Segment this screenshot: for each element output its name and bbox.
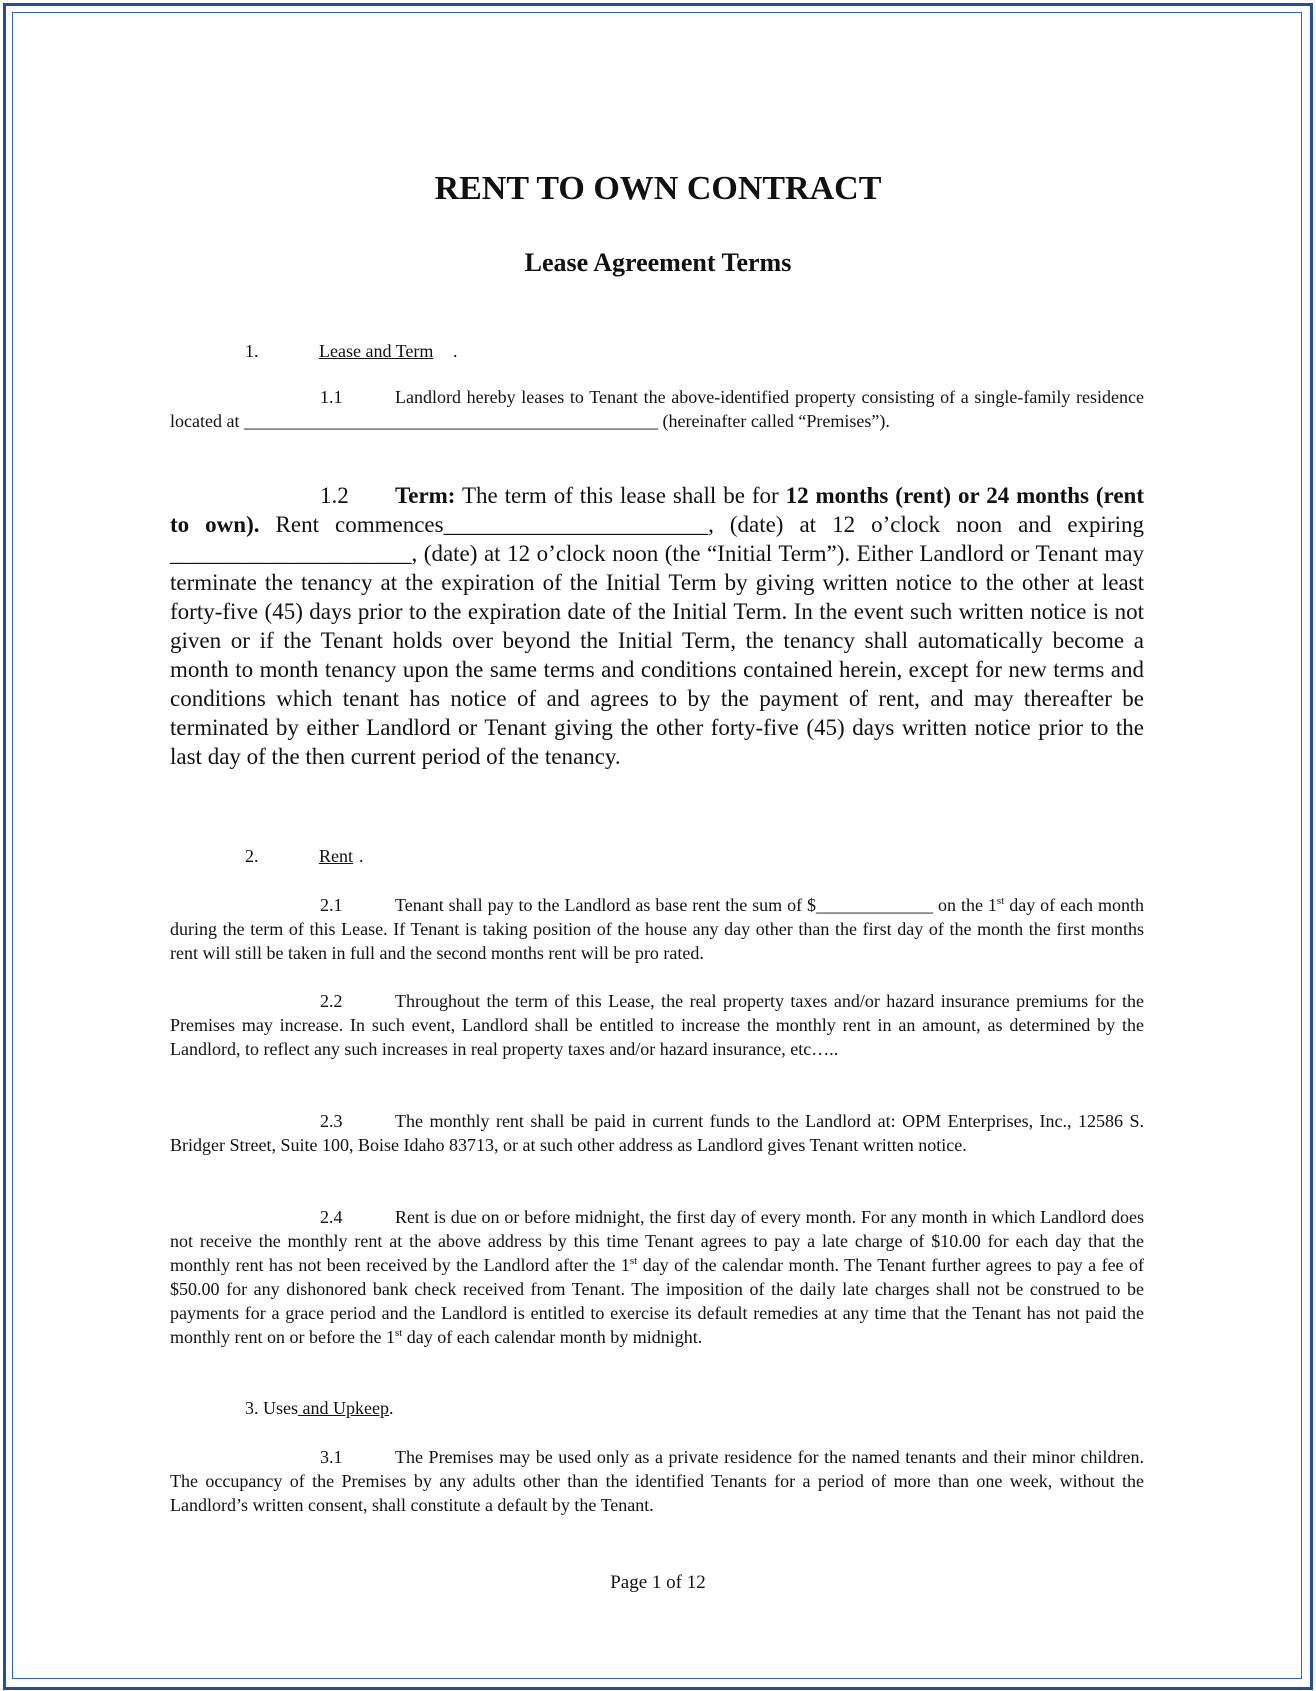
paragraph-3-1	[170, 1445, 1144, 1517]
term-durations: 12 months (rent) or 24 months (rent to own).	[170, 483, 1144, 537]
ordinal-suffix: st	[996, 895, 1005, 907]
ordinal-suffix: st	[394, 1327, 403, 1339]
paragraph-number: 2.3	[320, 1111, 343, 1131]
paragraph-text: on the 1	[938, 895, 997, 915]
rent-amount-blank: _____________	[816, 895, 934, 915]
address-blank: ______________________________________________	[243, 411, 658, 431]
section-punct: .	[453, 341, 458, 361]
document-subtitle: Lease Agreement Terms	[524, 248, 792, 277]
paragraph-2-2	[170, 989, 1144, 1061]
section-number: 3. Uses	[245, 1398, 298, 1418]
paragraph-text: Rent commences	[275, 512, 444, 537]
paragraph-number: 3.1	[320, 1447, 343, 1467]
paragraph-text: Rent is due on or before midnight, the first day of every month. For any month in which Landlord does not receive the monthly rent at the above address by this time Tenant agrees to pay a late charge of $10.00 for each day that the monthly rent has not been received by the Landlord after the 1	[170, 1207, 1144, 1275]
paragraph-text: Landlord hereby leases to Tenant the above-identified property consisting of a single-family residence located at	[170, 387, 1144, 431]
paragraph-1-1	[170, 385, 1144, 433]
section-1-heading	[245, 341, 645, 365]
paragraph-2-4	[170, 1205, 1144, 1349]
paragraph-2-3	[170, 1109, 1144, 1157]
ordinal-suffix: st	[629, 1255, 638, 1267]
paragraph-number: 2.2	[320, 991, 343, 1011]
section-title: Rent	[319, 846, 353, 866]
paragraph-text: The monthly rent shall be paid in current funds to the Landlord at: OPM Enterprises, Inc., 12586 S. Bridger Street, Suite 100, Boise Idaho 83713, or at such other address as Landlord gives Tenant written notice.	[170, 1111, 1144, 1155]
term-label: Term:	[395, 483, 456, 508]
paragraph-text: day of each month during the term of this Lease. If Tenant is taking position of the house any day other than the first day of the month the first months rent will still be taken in full and the second months rent will be pro rated.	[170, 895, 1145, 963]
paragraph-text: day of the calendar month. The Tenant further agrees to pay a fee of $50.00 for any dishonored bank check received from Tenant. The imposition of the daily late charges shall not be construed to be payments for a grace period and the Landlord is entitled to exercise its default remedies at any time that the Tenant has not paid the monthly rent on or before the 1	[170, 1255, 1145, 1347]
section-number: 1.	[245, 341, 259, 361]
paragraph-text: , (date) at 12 o’clock noon and expiring	[708, 512, 1145, 537]
page-number: Page 1 of 12	[610, 1572, 706, 1593]
paragraph-text: The term of this lease shall be for	[461, 483, 779, 508]
paragraph-text: (hereinafter called “Premises”).	[662, 411, 890, 431]
paragraph-number: 2.1	[320, 895, 343, 915]
section-3-heading	[245, 1398, 645, 1422]
paragraph-number: 1.2	[320, 483, 349, 508]
paragraph-number: 1.1	[320, 387, 343, 407]
section-number: 2.	[245, 846, 259, 866]
paragraph-text: Throughout the term of this Lease, the real property taxes and/or hazard insurance premiums for the Premises may increase. In such event, Landlord shall be entitled to increase the monthly rent in an amount, as determined by the Landlord, to reflect any such increases in real property taxes and/or hazard insurance, etc…..	[170, 991, 1144, 1059]
section-title: Lease and Term	[319, 341, 434, 361]
paragraph-text: day of each calendar month by midnight.	[406, 1327, 703, 1347]
paragraph-1-2	[170, 481, 1144, 771]
start-date-blank: _______________________	[443, 512, 709, 537]
section-2-heading	[245, 846, 645, 870]
end-date-blank: _____________________	[170, 541, 412, 566]
paragraph-number: 2.4	[320, 1207, 343, 1227]
section-punct: .	[359, 846, 364, 866]
paragraph-text: , (date) at 12 o’clock noon (the “Initial Term”). Either Landlord or Tenant may terminate the tenancy at the expiration of the Initial Term by giving written notice to the other at least forty-five (45) days prior to the expiration date of the Initial Term. In the event such written notice is not given or if the Tenant holds over beyond the Initial Term, the tenancy shall automatically become a month to month tenancy upon the same terms and conditions contained herein, except for new terms and conditions which tenant has notice of and agrees to by the payment of rent, and may thereafter be terminated by either Landlord or Tenant giving the other forty-five (45) days written notice prior to the last day of the then current period of the tenancy.	[170, 541, 1144, 769]
section-punct: .	[388, 1398, 394, 1418]
paragraph-text: Tenant shall pay to the Landlord as base rent the sum of $	[395, 895, 817, 915]
paragraph-text: The Premises may be used only as a private residence for the named tenants and their minor children. The occupancy of the Premises by any adults other than the identified Tenants for a period of more than one week, without the Landlord’s written consent, shall constitute a default by the Tenant.	[170, 1447, 1144, 1515]
document-title: RENT TO OWN CONTRACT	[434, 170, 882, 207]
paragraph-2-1	[170, 893, 1144, 965]
section-title: and Upkeep	[298, 1398, 389, 1418]
